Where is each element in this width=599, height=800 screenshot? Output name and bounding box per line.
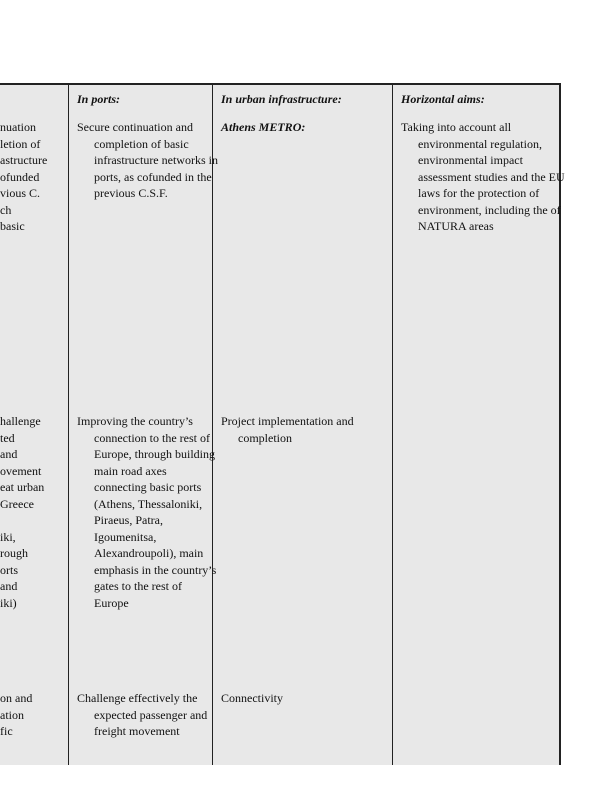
col0-row3-line: ation	[0, 707, 24, 722]
col0-row1-line: astructure	[0, 153, 48, 167]
horizontal-row1-text: Taking into account all environmental regulation, environmental impact assessment studies and the EU laws for the protection of environment, including the of NATURA areas	[401, 120, 565, 233]
col0-row3-line: fic	[0, 724, 13, 738]
col0-row1-line: basic	[0, 219, 25, 233]
header-ports: In ports:	[77, 92, 121, 106]
urban-row3-text: Connectivity	[221, 691, 283, 705]
ports-row1-text: Secure continuation and completion of basic infrastructure networks in ports, as cofunded in the previous C.S.F.	[77, 120, 218, 200]
col0-row2-line: rough	[0, 546, 28, 560]
col0-row1-line: nuation	[0, 120, 36, 134]
col0-row2-line: iki,	[0, 529, 16, 544]
col0-row2-line: hallenge	[0, 414, 41, 428]
col0-row1-text	[0, 119, 47, 235]
col0-row2-line: orts	[0, 562, 18, 577]
col0-row2-line: ted	[0, 430, 15, 445]
col0-row2-line: and	[0, 447, 18, 461]
col0-row2-line	[0, 512, 44, 529]
urban-row2-text: Project implementation and completion	[221, 414, 354, 445]
column-divider	[68, 85, 69, 765]
col0-row2-text	[0, 413, 44, 611]
col0-row2-line: and	[0, 579, 18, 593]
col0-row2-line: eat urban	[0, 480, 45, 494]
col0-row1-line: ch	[0, 202, 12, 217]
col0-row2-line: Greece	[0, 496, 34, 511]
col0-row1-line: letion of	[0, 136, 41, 151]
header-urban-infrastructure: In urban infrastructure:	[221, 92, 342, 106]
col0-row3-line: on and	[0, 691, 33, 705]
col0-row1-line: vious C.	[0, 186, 41, 200]
col0-row2-line: ovement	[0, 463, 42, 478]
col0-row1-line: ofunded	[0, 169, 40, 184]
header-horizontal-aims: Horizontal aims:	[401, 92, 485, 106]
ports-row2-text: Improving the country’s connection to the rest of Europe, through building main road axes connecting basic ports (Athens, Thessaloniki, Piraeus, Patra, Igoumenitsa, Alexandroupoli), main emphasis in the country’s gates to the rest of Europe	[77, 414, 217, 610]
col0-row3-text	[0, 690, 32, 740]
col0-row2-line: iki)	[0, 595, 17, 610]
objectives-table	[0, 83, 565, 765]
urban-row1-text: Athens METRO:	[221, 120, 306, 134]
ports-row3-text: Challenge effectively the expected passenger and freight movement	[77, 691, 208, 738]
